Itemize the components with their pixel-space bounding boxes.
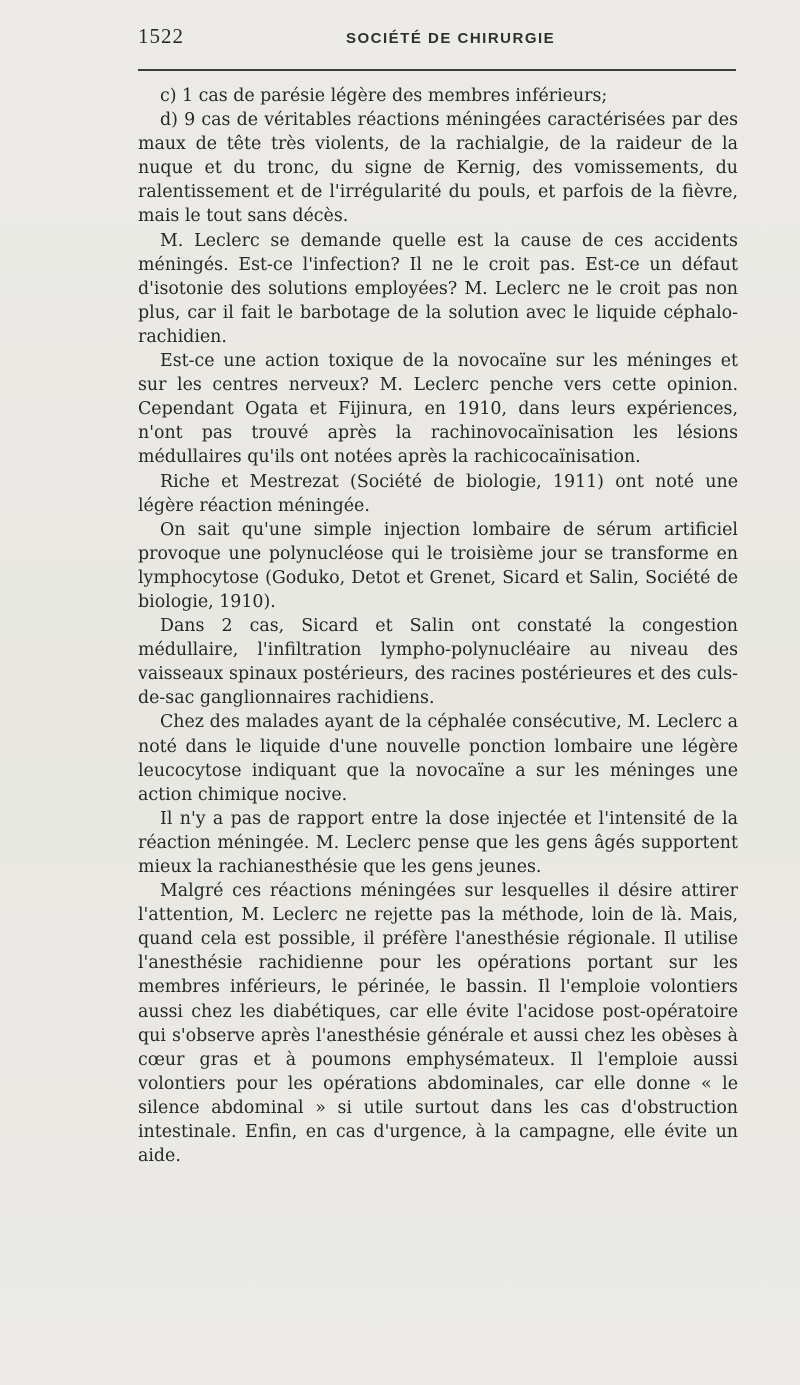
paragraph-item-d: d) 9 cas de véritables réactions méningées caractérisées par des maux de tête très violents, de la rachialgie, de la raideur de la nuque et du tronc, du signe de Kernig, des vomissements, du ralentissement et de l'irrégularité du pouls, et parfois de la fièvre, mais le tout sans décès. bbox=[138, 110, 738, 227]
running-title: SOCIÉTÉ DE CHIRURGIE bbox=[346, 30, 556, 47]
paragraph: On sait qu'une simple injection lombaire de sérum artificiel provoque une polynucléose qui le troisième jour se transforme en lymphocytose (Goduko, Detot et Grenet, Sicard et Salin, Société de biologie, 1910). bbox=[138, 519, 738, 612]
header-rule bbox=[138, 69, 736, 71]
page-number: 1522 bbox=[138, 24, 184, 48]
paragraph-item-c: c) 1 cas de parésie légère des membres inférieurs; bbox=[160, 86, 608, 106]
body-text bbox=[138, 84, 738, 1168]
paragraph: Chez des malades ayant de la céphalée consécutive, M. Leclerc a noté dans le liquide d'une nouvelle ponction lombaire une légère leucocytose indiquant que la novocaïne a sur les méninges une action chimique nocive. bbox=[138, 712, 738, 805]
paragraph: Riche et Mestrezat (Société de biologie, 1911) ont noté une légère réaction méningée. bbox=[138, 471, 738, 516]
paragraph: Est-ce une action toxique de la novocaïne sur les méninges et sur les centres nerveux? M. Leclerc penche vers cette opinion. Cependant Ogata et Fijinura, en 1910, dans leurs expériences, n'ont pas trouvé après la rachinovocaïnisation les lésions médullaires qu'ils ont notées après la rachicocaïnisation. bbox=[138, 351, 738, 468]
paragraph: M. Leclerc se demande quelle est la cause de ces accidents méningés. Est-ce l'infection? Il ne le croit pas. Est-ce un défaut d'isotonie des solutions employées? M. Leclerc ne le croit pas non plus, car il fait le barbotage de la solution avec le liquide céphalo-rachidien. bbox=[138, 230, 738, 347]
paragraph: Malgré ces réactions méningées sur lesquelles il désire attirer l'attention, M. Leclerc ne rejette pas la méthode, loin de là. Mais, quand cela est possible, il préfère l'anesthésie régionale. Il utilise l'anesthésie rachidienne pour les opérations portant sur les membres inférieurs, le périnée, le bassin. Il l'emploie volontiers aussi chez les diabétiques, car elle évite l'acidose post-opératoire qui s'observe après l'anesthésie générale et aussi chez les obèses à cœur gras et à poumons emphysémateux. Il l'emploie aussi volontiers pour les opérations abdominales, car elle donne « le silence abdominal » si utile surtout dans les cas d'obstruction intestinale. Enfin, en cas d'urgence, à la campagne, elle évite un aide. bbox=[138, 881, 738, 1167]
paragraph: Dans 2 cas, Sicard et Salin ont constaté la congestion médullaire, l'infiltration lympho-polynucléaire au niveau des vaisseaux spinaux postérieurs, des racines postérieures et des culs-de-sac ganglionnaires rachidiens. bbox=[138, 616, 738, 709]
paragraph: Il n'y a pas de rapport entre la dose injectée et l'intensité de la réaction méningée. M. Leclerc pense que les gens âgés supportent mieux la rachianesthésie que les gens jeunes. bbox=[138, 808, 738, 877]
page-header bbox=[138, 22, 738, 62]
